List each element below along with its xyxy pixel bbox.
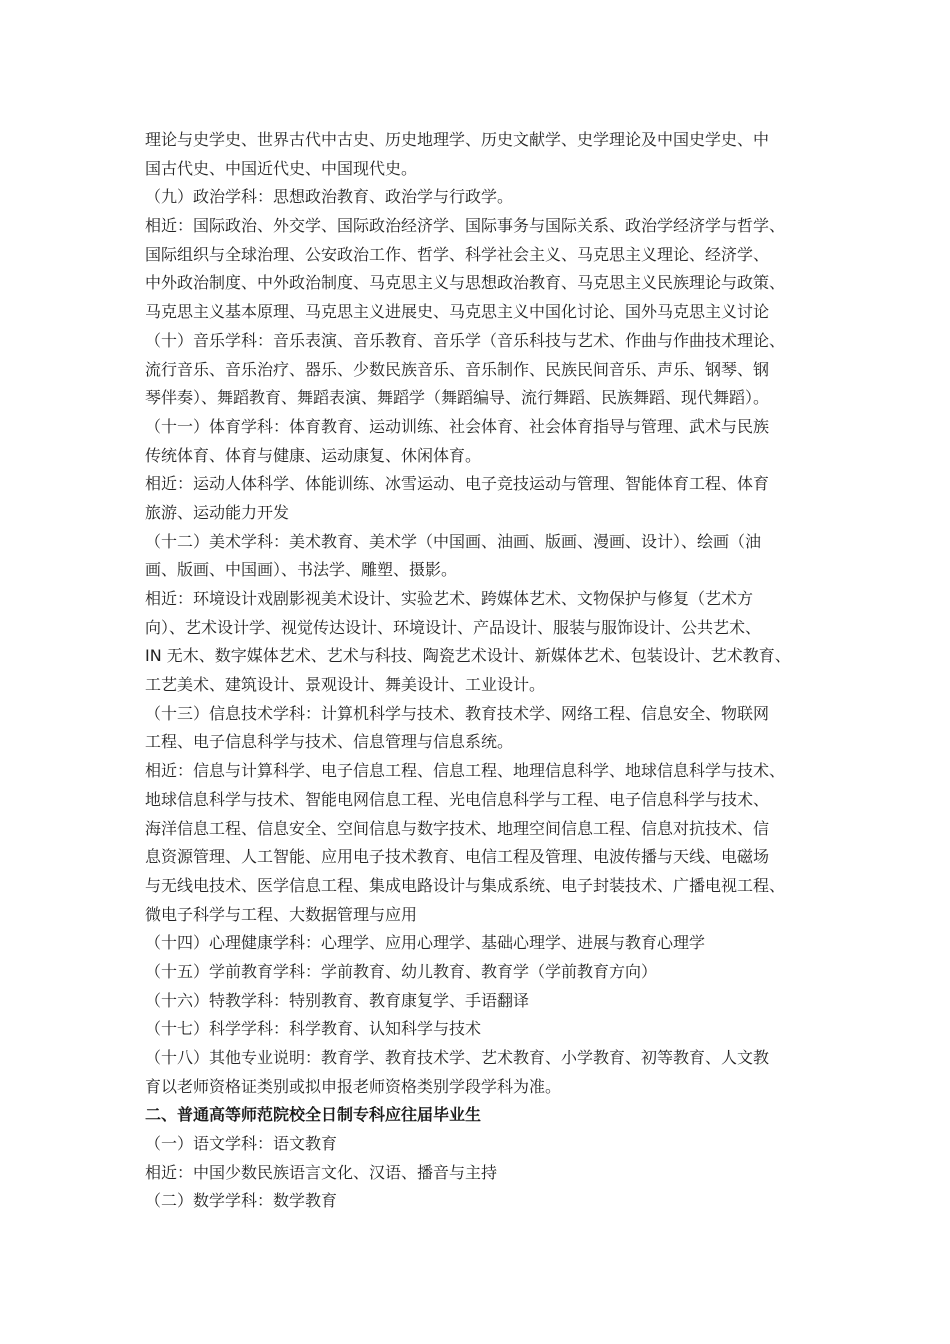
text-line: 理论与史学史、世界古代中古史、历史地理学、历史文献学、史学理论及中国史学史、中 — [145, 130, 770, 149]
text-line: 相近：运动人体科学、体能训练、冰雪运动、电子竞技运动与管理、智能体育工程、体育 — [145, 474, 770, 494]
subject-heading-politics: （九）政治学科：思想政治教育、政治学与行政学。 — [145, 187, 514, 207]
text-line: 育以老师资格证类别或拟申报老师资格类别学段学科为准。 — [145, 1076, 562, 1096]
text-line: 琴伴奏）、舞蹈教育、舞蹈表演、舞蹈学（舞蹈编导、流行舞蹈、民族舞蹈、现代舞蹈）。 — [145, 388, 770, 408]
subject-heading-other: （十八）其他专业说明：教育学、教育技术学、艺术教育、小学教育、初等教育、人文教 — [145, 1048, 770, 1067]
text-line: 中外政治制度、中外政治制度、马克思主义与思想政治教育、马克思主义民族理论与政策、 — [145, 273, 786, 293]
text-line: 与无线电技术、医学信息工程、集成电路设计与集成系统、电子封装技术、广播电视工程、 — [145, 875, 786, 895]
subject-heading-psychology: （十四）心理健康学科：心理学、应用心理学、基础心理学、进展与教育心理学 — [145, 933, 706, 953]
text-line: 息资源管理、人工智能、应用电子技术教育、电信工程及管理、电波传播与天线、电磁场 — [145, 847, 770, 867]
text-line: 工程、电子信息科学与技术、信息管理与信息系统。 — [145, 732, 514, 752]
document-body — [145, 126, 817, 1216]
text-line: 相近：环境设计戏剧影视美术设计、实验艺术、跨媒体艺术、文物保护与修复（艺术方 — [145, 589, 754, 608]
text-line: IN 无木、数字媒体艺术、艺术与科技、陶瓷艺术设计、新媒体艺术、包装设计、艺术教育、 — [145, 646, 791, 666]
text-line: 马克思主义基本原理、马克思主义进展史、马克思主义中国化讨论、国外马克思主义讨论 — [145, 302, 770, 322]
subject-heading-art: （十二）美术学科：美术教育、美术学（中国画、油画、版画、漫画、设计）、绘画（油 — [145, 531, 762, 551]
text-line: 相近：中国少数民族语言文化、汉语、播音与主持 — [145, 1162, 498, 1182]
subject-heading-math: （二）数学学科：数学教育 — [145, 1191, 338, 1211]
subject-heading-it: （十三）信息技术学科：计算机科学与技术、教育技术学、网络工程、信息安全、物联网 — [145, 703, 770, 723]
text-line: 相近：信息与计算科学、电子信息工程、信息工程、地理信息科学、地球信息科学与技术、 — [145, 761, 786, 781]
subject-heading-special-ed: （十六）特教学科：特别教育、教育康复学、手语翻译 — [145, 990, 530, 1010]
text-line: 微电子科学与工程、大数据管理与应用 — [145, 904, 418, 924]
subject-heading-preschool: （十五）学前教育学科：学前教育、幼儿教育、教育学（学前教育方向） — [145, 961, 658, 981]
text-line: 传统体育、体育与健康、运动康复、休闲体育。 — [145, 445, 482, 465]
text-line: 相近：国际政治、外交学、国际政治经济学、国际事务与国际关系、政治学经济学与哲学、 — [145, 216, 786, 236]
text-line: 向）、艺术设计学、视觉传达设计、环境设计、产品设计、服装与服饰设计、公共艺术、 — [145, 617, 762, 637]
text-line: 工艺美术、建筑设计、景观设计、舞美设计、工业设计。 — [145, 675, 546, 695]
section-heading: 二、普通高等师范院校全日制专科应往届毕业生 — [145, 1105, 482, 1125]
subject-heading-chinese: （一）语文学科：语文教育 — [145, 1134, 338, 1154]
text-line: 海洋信息工程、信息安全、空间信息与数字技术、地理空间信息工程、信息对抗技术、信 — [145, 818, 770, 838]
text-line: 旅游、运动能力开发 — [145, 502, 290, 522]
subject-heading-pe: （十一）体育学科：体育教育、运动训练、社会体育、社会体育指导与管理、武术与民族 — [145, 416, 770, 436]
subject-heading-music: （十）音乐学科：音乐表演、音乐教育、音乐学（音乐科技与艺术、作曲与作曲技术理论、 — [145, 330, 786, 350]
subject-heading-science: （十七）科学学科：科学教育、认知科学与技术 — [145, 1019, 482, 1039]
text-line: 国际组织与全球治理、公安政治工作、哲学、科学社会主义、马克思主义理论、经济学、 — [145, 244, 770, 264]
text-line: 流行音乐、音乐治疗、器乐、少数民族音乐、音乐制作、民族民间音乐、声乐、钢琴、钢 — [145, 359, 770, 379]
text-line: 画、版画、中国画）、书法学、雕塑、摄影。 — [145, 560, 458, 580]
text-line: 国古代史、中国近代史、中国现代史。 — [145, 158, 418, 178]
text-line: 地球信息科学与技术、智能电网信息工程、光电信息科学与工程、电子信息科学与技术、 — [145, 789, 770, 809]
